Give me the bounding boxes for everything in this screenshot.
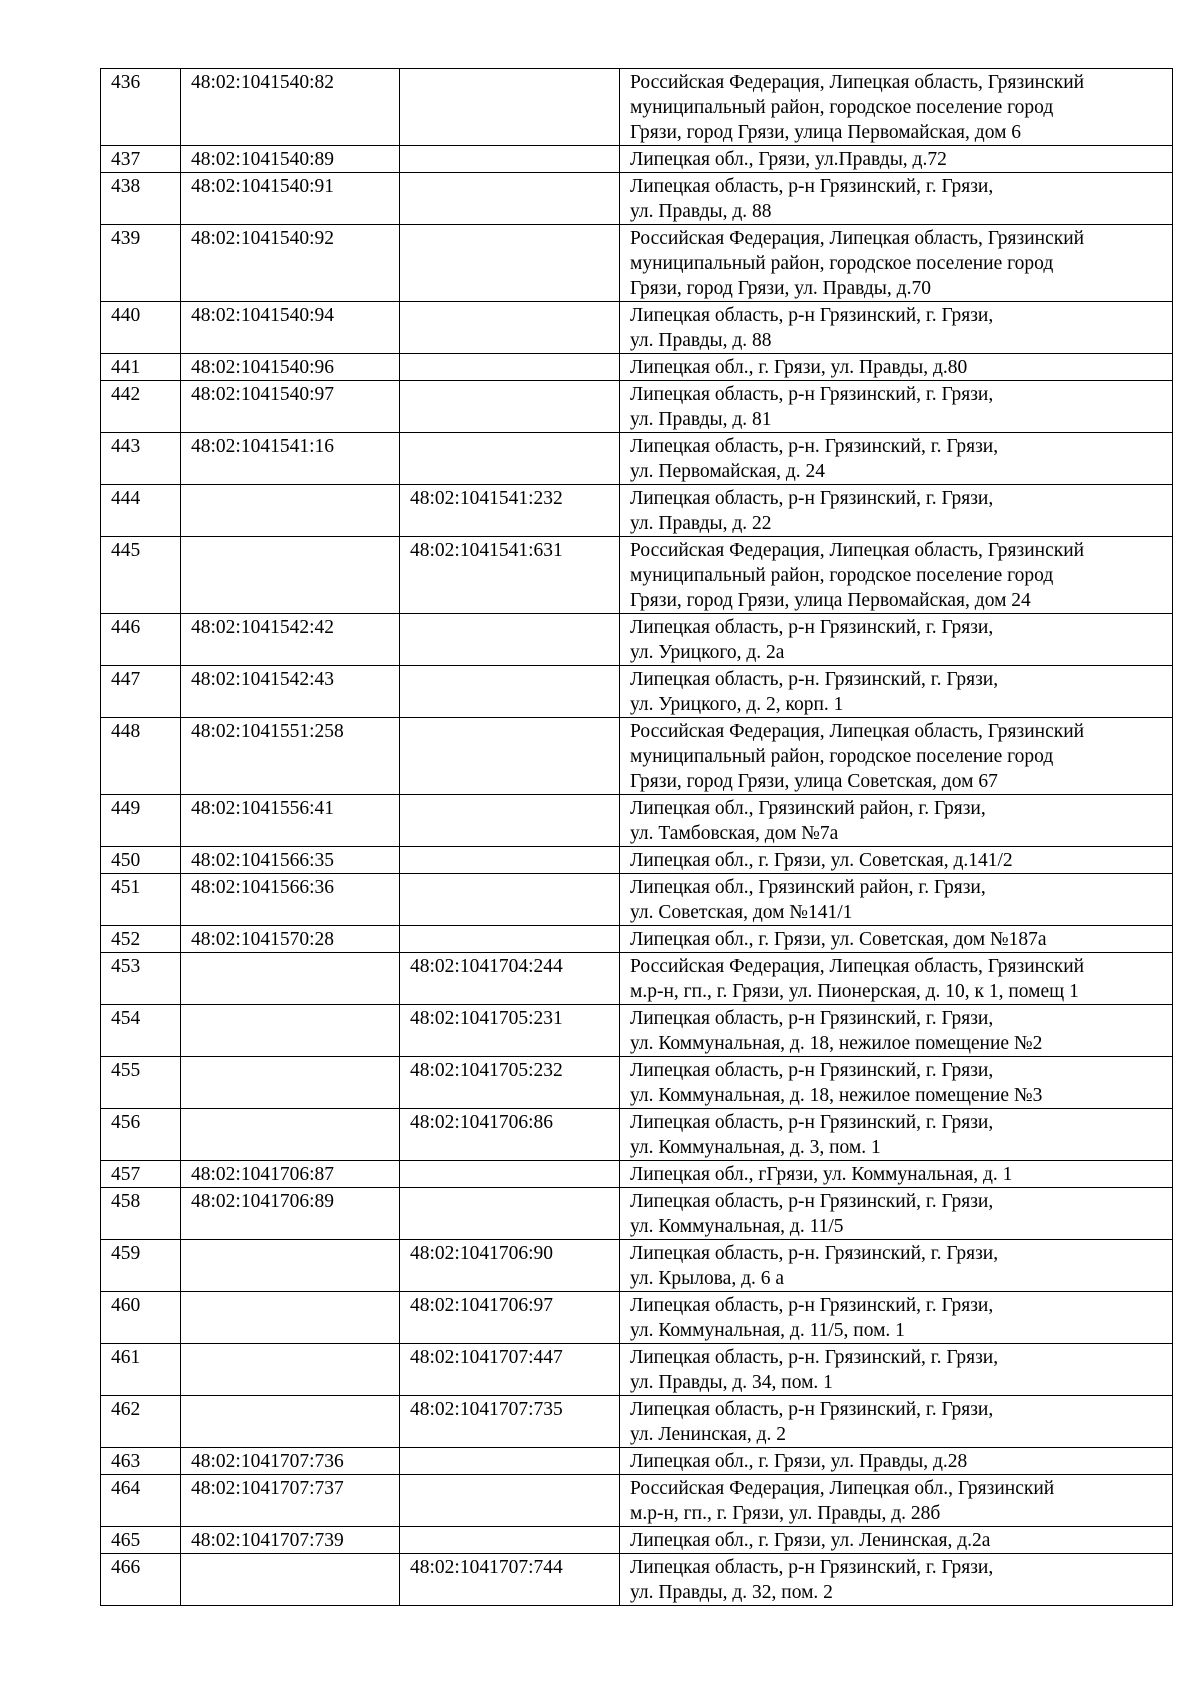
table-row: [101, 69, 1173, 146]
table-row: [101, 718, 1173, 795]
row-number-cell: 457: [101, 1161, 181, 1188]
premises-cadastral-number-cell: [400, 874, 620, 926]
premises-cadastral-number-cell: 48:02:1041704:244: [400, 953, 620, 1005]
row-number-cell: 453: [101, 953, 181, 1005]
row-number-cell: 466: [101, 1554, 181, 1606]
premises-cadastral-number-cell: [400, 614, 620, 666]
table-row: [101, 1005, 1173, 1057]
premises-cadastral-number-cell: [400, 1448, 620, 1475]
land-cadastral-number-cell: 48:02:1041707:737: [181, 1475, 400, 1527]
table-row: [101, 1448, 1173, 1475]
land-cadastral-number-cell: [181, 1057, 400, 1109]
premises-cadastral-number-cell: [400, 1188, 620, 1240]
address-cell: Липецкая обл., г. Грязи, ул. Советская, д.141/2: [620, 847, 1173, 874]
land-cadastral-number-cell: 48:02:1041707:739: [181, 1527, 400, 1554]
land-cadastral-number-cell: 48:02:1041706:89: [181, 1188, 400, 1240]
address-cell: Липецкая область, р-н Грязинский, г. Грязи, ул. Правды, д. 88: [620, 173, 1173, 225]
premises-cadastral-number-cell: 48:02:1041707:744: [400, 1554, 620, 1606]
premises-cadastral-number-cell: 48:02:1041541:631: [400, 537, 620, 614]
cadastral-table: [100, 68, 1173, 1606]
land-cadastral-number-cell: 48:02:1041541:16: [181, 433, 400, 485]
row-number-cell: 459: [101, 1240, 181, 1292]
address-cell: Российская Федерация, Липецкая область, Грязинский муниципальный район, городское поселение город Грязи, город Грязи, улица Первомайская, дом 24: [620, 537, 1173, 614]
address-cell: Российская Федерация, Липецкая область, Грязинский м.р-н, гп., г. Грязи, ул. Пионерская, д. 10, к 1, помещ 1: [620, 953, 1173, 1005]
table-row: [101, 1344, 1173, 1396]
premises-cadastral-number-cell: [400, 1475, 620, 1527]
premises-cadastral-number-cell: 48:02:1041706:97: [400, 1292, 620, 1344]
row-number-cell: 437: [101, 146, 181, 173]
premises-cadastral-number-cell: 48:02:1041707:447: [400, 1344, 620, 1396]
table-row: [101, 1057, 1173, 1109]
address-cell: Липецкая область, р-н Грязинский, г. Грязи, ул. Правды, д. 32, пом. 2: [620, 1554, 1173, 1606]
land-cadastral-number-cell: 48:02:1041540:89: [181, 146, 400, 173]
land-cadastral-number-cell: 48:02:1041566:36: [181, 874, 400, 926]
land-cadastral-number-cell: 48:02:1041566:35: [181, 847, 400, 874]
table-row: [101, 1292, 1173, 1344]
address-cell: Российская Федерация, Липецкая область, Грязинский муниципальный район, городское поселение город Грязи, город Грязи, улица Первомайская, дом 6: [620, 69, 1173, 146]
table-row: [101, 926, 1173, 953]
table-row: [101, 1527, 1173, 1554]
address-cell: Липецкая обл., г. Грязи, ул. Советская, дом №187а: [620, 926, 1173, 953]
land-cadastral-number-cell: [181, 1109, 400, 1161]
table-row: [101, 302, 1173, 354]
address-cell: Липецкая область, р-н. Грязинский, г. Грязи, ул. Крылова, д. 6 а: [620, 1240, 1173, 1292]
row-number-cell: 444: [101, 485, 181, 537]
table-row: [101, 225, 1173, 302]
table-row: [101, 485, 1173, 537]
land-cadastral-number-cell: 48:02:1041570:28: [181, 926, 400, 953]
premises-cadastral-number-cell: [400, 666, 620, 718]
row-number-cell: 451: [101, 874, 181, 926]
row-number-cell: 465: [101, 1527, 181, 1554]
table-row: [101, 381, 1173, 433]
row-number-cell: 441: [101, 354, 181, 381]
land-cadastral-number-cell: [181, 485, 400, 537]
land-cadastral-number-cell: 48:02:1041542:42: [181, 614, 400, 666]
address-cell: Липецкая область, р-н Грязинский, г. Грязи, ул. Урицкого, д. 2а: [620, 614, 1173, 666]
row-number-cell: 442: [101, 381, 181, 433]
address-cell: Липецкая область, р-н. Грязинский, г. Грязи, ул. Правды, д. 34, пом. 1: [620, 1344, 1173, 1396]
premises-cadastral-number-cell: [400, 1161, 620, 1188]
row-number-cell: 452: [101, 926, 181, 953]
premises-cadastral-number-cell: [400, 225, 620, 302]
land-cadastral-number-cell: 48:02:1041540:92: [181, 225, 400, 302]
premises-cadastral-number-cell: [400, 146, 620, 173]
address-cell: Липецкая обл., Грязи, ул.Правды, д.72: [620, 146, 1173, 173]
row-number-cell: 464: [101, 1475, 181, 1527]
address-cell: Российская Федерация, Липецкая обл., Грязинский м.р-н, гп., г. Грязи, ул. Правды, д. 28б: [620, 1475, 1173, 1527]
premises-cadastral-number-cell: [400, 302, 620, 354]
land-cadastral-number-cell: [181, 1292, 400, 1344]
address-cell: Липецкая область, р-н. Грязинский, г. Грязи, ул. Первомайская, д. 24: [620, 433, 1173, 485]
land-cadastral-number-cell: 48:02:1041540:82: [181, 69, 400, 146]
address-cell: Липецкая область, р-н Грязинский, г. Грязи, ул. Коммунальная, д. 11/5: [620, 1188, 1173, 1240]
land-cadastral-number-cell: 48:02:1041540:91: [181, 173, 400, 225]
table-row: [101, 1240, 1173, 1292]
premises-cadastral-number-cell: 48:02:1041705:232: [400, 1057, 620, 1109]
land-cadastral-number-cell: [181, 537, 400, 614]
land-cadastral-number-cell: 48:02:1041551:258: [181, 718, 400, 795]
land-cadastral-number-cell: 48:02:1041556:41: [181, 795, 400, 847]
table-row: [101, 614, 1173, 666]
address-cell: Липецкая область, р-н Грязинский, г. Грязи, ул. Коммунальная, д. 3, пом. 1: [620, 1109, 1173, 1161]
land-cadastral-number-cell: 48:02:1041706:87: [181, 1161, 400, 1188]
row-number-cell: 460: [101, 1292, 181, 1344]
premises-cadastral-number-cell: 48:02:1041706:86: [400, 1109, 620, 1161]
row-number-cell: 450: [101, 847, 181, 874]
table-row: [101, 953, 1173, 1005]
table-row: [101, 1396, 1173, 1448]
land-cadastral-number-cell: [181, 1554, 400, 1606]
row-number-cell: 455: [101, 1057, 181, 1109]
row-number-cell: 456: [101, 1109, 181, 1161]
address-cell: Липецкая область, р-н Грязинский, г. Грязи, ул. Коммунальная, д. 18, нежилое помещение №2: [620, 1005, 1173, 1057]
premises-cadastral-number-cell: [400, 926, 620, 953]
row-number-cell: 443: [101, 433, 181, 485]
premises-cadastral-number-cell: [400, 433, 620, 485]
land-cadastral-number-cell: 48:02:1041540:96: [181, 354, 400, 381]
table-row: [101, 874, 1173, 926]
address-cell: Липецкая область, р-н Грязинский, г. Грязи, ул. Ленинская, д. 2: [620, 1396, 1173, 1448]
row-number-cell: 448: [101, 718, 181, 795]
premises-cadastral-number-cell: 48:02:1041541:232: [400, 485, 620, 537]
table-row: [101, 173, 1173, 225]
land-cadastral-number-cell: [181, 1396, 400, 1448]
table-row: [101, 354, 1173, 381]
premises-cadastral-number-cell: [400, 795, 620, 847]
premises-cadastral-number-cell: 48:02:1041706:90: [400, 1240, 620, 1292]
address-cell: Российская Федерация, Липецкая область, Грязинский муниципальный район, городское поселение город Грязи, город Грязи, ул. Правды, д.70: [620, 225, 1173, 302]
row-number-cell: 440: [101, 302, 181, 354]
table-row: [101, 1109, 1173, 1161]
table-row: [101, 433, 1173, 485]
table-row: [101, 1188, 1173, 1240]
land-cadastral-number-cell: 48:02:1041540:94: [181, 302, 400, 354]
land-cadastral-number-cell: 48:02:1041540:97: [181, 381, 400, 433]
premises-cadastral-number-cell: [400, 354, 620, 381]
address-cell: Липецкая область, р-н Грязинский, г. Грязи, ул. Коммунальная, д. 11/5, пом. 1: [620, 1292, 1173, 1344]
address-cell: Липецкая область, р-н Грязинский, г. Грязи, ул. Правды, д. 88: [620, 302, 1173, 354]
table-row: [101, 1475, 1173, 1527]
address-cell: Липецкая область, р-н. Грязинский, г. Грязи, ул. Урицкого, д. 2, корп. 1: [620, 666, 1173, 718]
address-cell: Липецкая область, р-н Грязинский, г. Грязи, ул. Правды, д. 22: [620, 485, 1173, 537]
table-row: [101, 1161, 1173, 1188]
address-cell: Липецкая обл., Грязинский район, г. Грязи, ул. Тамбовская, дом №7а: [620, 795, 1173, 847]
row-number-cell: 461: [101, 1344, 181, 1396]
row-number-cell: 463: [101, 1448, 181, 1475]
address-cell: Липецкая обл., гГрязи, ул. Коммунальная, д. 1: [620, 1161, 1173, 1188]
land-cadastral-number-cell: [181, 1240, 400, 1292]
land-cadastral-number-cell: [181, 1005, 400, 1057]
premises-cadastral-number-cell: [400, 1527, 620, 1554]
land-cadastral-number-cell: [181, 1344, 400, 1396]
table-row: [101, 537, 1173, 614]
address-cell: Липецкая обл., Грязинский район, г. Грязи, ул. Советская, дом №141/1: [620, 874, 1173, 926]
row-number-cell: 449: [101, 795, 181, 847]
premises-cadastral-number-cell: [400, 173, 620, 225]
table-row: [101, 146, 1173, 173]
table-row: [101, 847, 1173, 874]
table-row: [101, 1554, 1173, 1606]
address-cell: Липецкая обл., г. Грязи, ул. Правды, д.28: [620, 1448, 1173, 1475]
premises-cadastral-number-cell: 48:02:1041707:735: [400, 1396, 620, 1448]
premises-cadastral-number-cell: [400, 69, 620, 146]
land-cadastral-number-cell: [181, 953, 400, 1005]
row-number-cell: 447: [101, 666, 181, 718]
row-number-cell: 436: [101, 69, 181, 146]
address-cell: Липецкая область, р-н Грязинский, г. Грязи, ул. Коммунальная, д. 18, нежилое помещение №3: [620, 1057, 1173, 1109]
row-number-cell: 439: [101, 225, 181, 302]
land-cadastral-number-cell: 48:02:1041542:43: [181, 666, 400, 718]
table-body: [101, 69, 1173, 1606]
table-row: [101, 666, 1173, 718]
address-cell: Липецкая обл., г. Грязи, ул. Ленинская, д.2а: [620, 1527, 1173, 1554]
row-number-cell: 438: [101, 173, 181, 225]
address-cell: Липецкая область, р-н Грязинский, г. Грязи, ул. Правды, д. 81: [620, 381, 1173, 433]
premises-cadastral-number-cell: 48:02:1041705:231: [400, 1005, 620, 1057]
premises-cadastral-number-cell: [400, 381, 620, 433]
row-number-cell: 454: [101, 1005, 181, 1057]
row-number-cell: 462: [101, 1396, 181, 1448]
row-number-cell: 446: [101, 614, 181, 666]
premises-cadastral-number-cell: [400, 718, 620, 795]
land-cadastral-number-cell: 48:02:1041707:736: [181, 1448, 400, 1475]
premises-cadastral-number-cell: [400, 847, 620, 874]
address-cell: Российская Федерация, Липецкая область, Грязинский муниципальный район, городское поселение город Грязи, город Грязи, улица Советская, дом 67: [620, 718, 1173, 795]
table-row: [101, 795, 1173, 847]
row-number-cell: 458: [101, 1188, 181, 1240]
row-number-cell: 445: [101, 537, 181, 614]
address-cell: Липецкая обл., г. Грязи, ул. Правды, д.80: [620, 354, 1173, 381]
